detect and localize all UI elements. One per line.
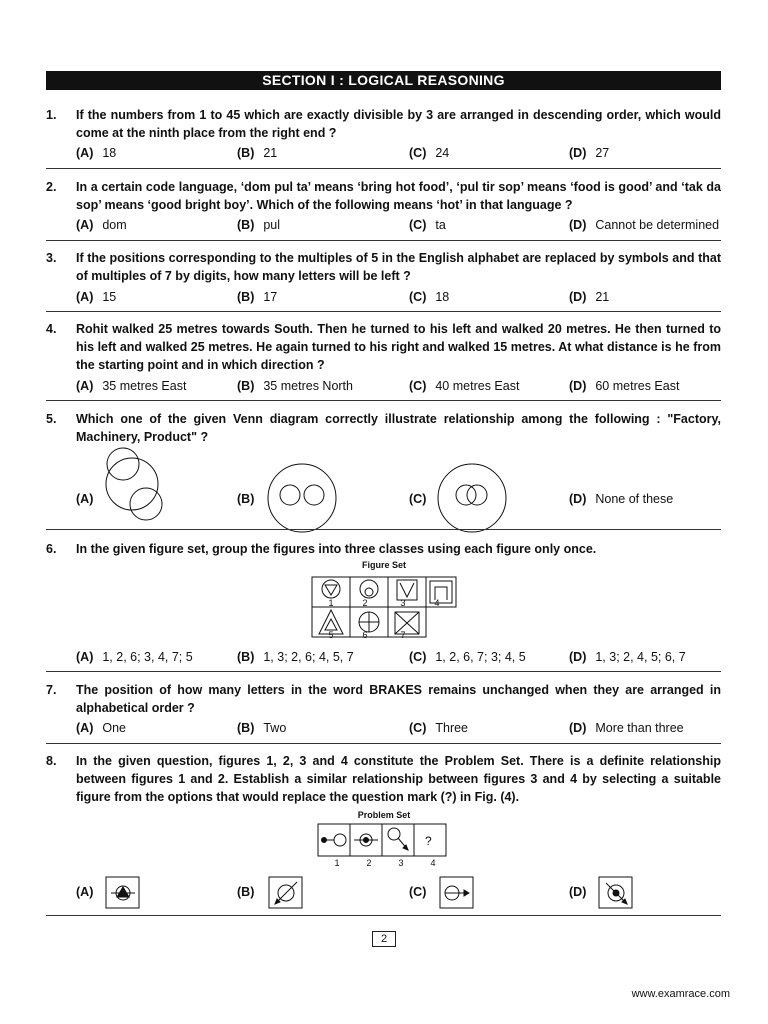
figure-set-title: Figure Set	[361, 560, 406, 570]
figure-label: 4	[434, 598, 440, 608]
figure-label: 1	[328, 598, 334, 608]
option-b[interactable]: (B) pul	[237, 218, 281, 232]
figure-label: 5	[328, 630, 334, 640]
divider	[46, 168, 721, 169]
divider	[46, 915, 721, 916]
figure-label: 3	[398, 858, 404, 868]
question-text: In a certain code language, ‘dom pul ta’ means ‘bring hot food’, ‘pul tir sop’ means ‘food is good’ and ‘tak da sop’ means ‘good bright boy’. Which of the following means ‘hot’ in that language ?	[76, 180, 721, 212]
option-c[interactable]: (C) 18	[409, 290, 450, 304]
footer-url[interactable]: www.examrace.com	[631, 988, 730, 1000]
option-a[interactable]: (A) 18	[76, 146, 117, 160]
option-a[interactable]: (A) 1, 2, 6; 3, 4, 7; 5	[76, 650, 193, 664]
question-text: If the positions corresponding to the multiples of 5 in the English alphabet are replaced by symbols and that of multiples of 7 by digits, how many letters will be left ?	[76, 251, 721, 283]
option-a[interactable]: (A) 35 metres East	[76, 379, 187, 393]
question-text: The position of how many letters in the word BRAKES remains unchanged when they are arranged in alphabetical order ?	[76, 683, 721, 715]
section-title: SECTION I : LOGICAL REASONING	[46, 71, 721, 90]
divider	[46, 529, 721, 530]
divider	[46, 743, 721, 744]
option-d[interactable]: (D) Cannot be determined	[569, 218, 720, 232]
question-1	[46, 106, 721, 164]
option-c[interactable]: (C) ta	[409, 218, 446, 232]
options	[76, 377, 721, 395]
option-d[interactable]: (D) None of these	[569, 492, 674, 506]
figure-label: 2	[362, 598, 368, 608]
figure-label: 3	[400, 598, 406, 608]
option-a[interactable]: (A) One	[76, 721, 126, 735]
question-number: 4.	[46, 322, 57, 336]
option-d[interactable]: (D) 60 metres East	[569, 379, 680, 393]
page-number: 2	[372, 931, 396, 947]
option-b[interactable]: (B) 35 metres North	[237, 379, 353, 393]
option-c[interactable]: (C) Three	[409, 721, 469, 735]
option-a[interactable]: (A)	[76, 885, 94, 899]
option-d[interactable]: (D) More than three	[569, 721, 684, 735]
figure-label: 2	[366, 858, 372, 868]
option-a[interactable]: (A) dom	[76, 218, 127, 232]
question-number: 5.	[46, 412, 57, 426]
option-d[interactable]: (D)	[569, 885, 587, 899]
question-text: Rohit walked 25 metres towards South. Then he turned to his left and walked 20 metres. He then turned to his left and walked 25 metres. He again turned to his right and walked 15 metres. At what distance is he from the starting point and in which direction ?	[76, 322, 721, 372]
option-c[interactable]: (C)	[409, 885, 427, 899]
figure-label: 6	[362, 630, 368, 640]
venn-diagram-a	[100, 444, 170, 522]
figure-label: 1	[334, 858, 340, 868]
option-c[interactable]: (C) 40 metres East	[409, 379, 520, 393]
option-b[interactable]: (B) 1, 3; 2, 6; 4, 5, 7	[237, 650, 354, 664]
question-number: 2.	[46, 180, 57, 194]
options	[76, 648, 721, 666]
figure-label: 4	[430, 858, 436, 868]
option-a[interactable]: (A)	[76, 492, 94, 506]
figure-label: 7	[400, 630, 406, 640]
question-mark: ?	[425, 834, 432, 848]
question-4	[46, 320, 721, 396]
divider	[46, 240, 721, 241]
question-number: 8.	[46, 754, 57, 768]
venn-diagram-b	[266, 462, 338, 534]
question-text: In the given question, figures 1, 2, 3 and 4 constitute the Problem Set. There is a definite relationship between figures 1 and 2. Establish a similar relationship between figures 3 and 4 by selecting a suitable figure from the options that would replace the question mark (?) in Fig. (4).	[76, 754, 721, 804]
options	[76, 144, 721, 162]
options	[76, 288, 721, 306]
question-number: 6.	[46, 542, 57, 556]
question-text: If the numbers from 1 to 45 which are exactly divisible by 3 are arranged in descending order, which would come at the ninth place from the right end ?	[76, 108, 721, 140]
option-d[interactable]: (D) 1, 3; 2, 4, 5; 6, 7	[569, 650, 686, 664]
option-c[interactable]: (C) 24	[409, 146, 450, 160]
problem-set-title: Problem Set	[357, 810, 411, 820]
venn-diagram-c	[436, 462, 508, 534]
option-b[interactable]: (B) 21	[237, 146, 278, 160]
option-figure-b	[268, 876, 304, 910]
option-b[interactable]: (B)	[237, 492, 255, 506]
option-a[interactable]: (A) 15	[76, 290, 117, 304]
option-d[interactable]: (D) 27	[569, 146, 610, 160]
option-b[interactable]: (B) 17	[237, 290, 278, 304]
options	[76, 216, 721, 234]
option-c[interactable]: (C) 1, 2, 6, 7; 3; 4, 5	[409, 650, 526, 664]
option-d[interactable]: (D) 21	[569, 290, 610, 304]
question-2	[46, 178, 721, 236]
divider	[46, 671, 721, 672]
question-number: 7.	[46, 683, 57, 697]
option-b[interactable]: (B)	[237, 885, 255, 899]
question-number: 3.	[46, 251, 57, 265]
options	[76, 719, 721, 737]
options	[76, 490, 721, 508]
question-text: Which one of the given Venn diagram correctly illustrate relationship among the following : "Factory, Machinery, Product" ?	[76, 412, 721, 444]
divider	[46, 311, 721, 312]
question-number: 1.	[46, 108, 57, 122]
option-figure-a	[105, 876, 141, 910]
option-b[interactable]: (B) Two	[237, 721, 287, 735]
option-figure-d	[598, 876, 634, 910]
divider	[46, 400, 721, 401]
question-text: In the given figure set, group the figures into three classes using each figure only once.	[76, 542, 597, 556]
question-7	[46, 681, 721, 739]
option-c[interactable]: (C)	[409, 492, 427, 506]
question-3	[46, 249, 721, 307]
option-figure-c	[439, 876, 475, 910]
